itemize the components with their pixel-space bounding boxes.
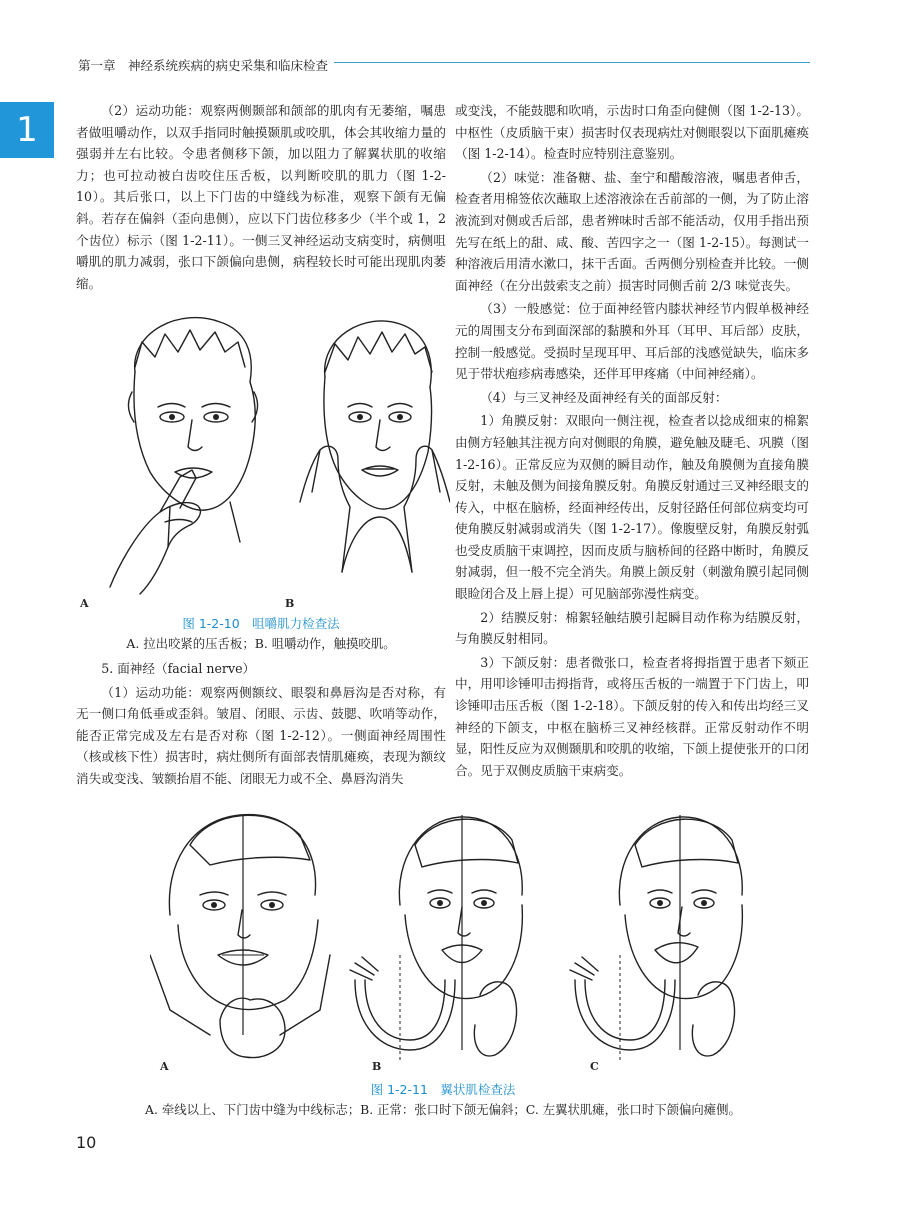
figure-1-2-10-caption: A. 拉出咬紧的压舌板；B. 咀嚼动作，触摸咬肌。: [126, 636, 396, 651]
figure-1-2-10-title: 图 1-2-10 咀嚼肌力检查法: [182, 616, 340, 631]
paragraph: 或变浅，不能鼓腮和吹哨，示齿时口角歪向健侧（图 1-2-13）。中枢性（皮质脑干束）损害时仅表现病灶对侧眼裂以下面肌瘫痪（图 1-2-14）。检查时应特别注意鉴别。: [455, 103, 809, 162]
paragraph: 3）下颌反射：患者微张口，检查者将拇指置于患者下颏正中，用叩诊锤叩击拇指背，或将压舌板的一端置于下门齿上，叩诊锤叩击压舌板（图 1-2-18）。下颌反射的传入和传出均经三叉神经的下颌支，中枢在脑桥三叉神经核群。正常反射动作不明显，阳性反应为双侧颞肌和咬肌的收缩，下颌上提使张开的口闭合。见于双侧皮质脑干束病变。: [455, 654, 809, 778]
panel-b-drawing: [350, 815, 522, 1060]
paragraph: （4）与三叉神经及面神经有关的面部反射：: [480, 389, 728, 405]
figure-label-a: A: [160, 1060, 169, 1073]
figure-1-2-11: [150, 805, 790, 1075]
paragraph: 2）结膜反射：棉絮轻触结膜引起瞬目动作称为结膜反射，与角膜反射相同。: [455, 609, 809, 647]
paragraph: （2）运动功能：观察两侧颞部和颌部的肌肉有无萎缩，嘱患者做咀嚼动作，以双手指同时触摸颞肌或咬肌，体会其收缩力量的强弱并左右比较。令患者侧移下颌，加以阻力了解翼状肌的收缩力；也可拉动被白齿咬住压舌板，以判断咬肌的肌力（图 1-2-10）。其后张口，以上下门齿的中缝线为标准，观察下颌有无偏斜。若存在偏斜（歪向患侧），应以下门齿位移多少（半个或 1，2 个齿位）标示（图 1-2-11）。一侧三叉神经运动支病变时，病侧咀嚼肌的肌力减弱，张口下颌偏向患侧，病程较长时可能出现肌肉萎缩。: [76, 103, 446, 291]
left-column-top: [76, 100, 446, 296]
figure-label-a: A: [80, 597, 89, 610]
left-column-bottom: [76, 658, 446, 792]
figure-label-c: C: [590, 1060, 599, 1073]
paragraph: （2）味觉：准备糖、盐、奎宁和醋酸溶液，嘱患者伸舌，检查者用棉签依次蘸取上述溶液涂在舌前部的一侧，为了防止溶液流到对侧或舌后部，患者辨味时舌部不能活动，仅用手指出预先写在纸上的甜、咸、酸、苦四字之一（图 1-2-15）。每测试一种溶液后用清水漱口，抹干舌面。舌两侧分别检查并比较。一侧面神经（在分出鼓索支之前）损害时同侧舌前 2/3 味觉丧失。: [455, 169, 809, 293]
right-column: [455, 100, 809, 783]
face-b-drawing: [300, 321, 450, 572]
panel-c-drawing: [570, 815, 742, 1060]
figure-label-b: B: [285, 597, 295, 610]
header-rule: [334, 62, 810, 63]
figure-1-2-11-caption: A. 牵线以上、下门齿中缝为中线标志；B. 正常：张口时下颌无偏斜；C. 左翼状肌瘫，张口时下颌偏向瘫侧。: [145, 1102, 741, 1117]
figure-1-2-10: [80, 312, 450, 612]
face-a-drawing: [110, 318, 258, 594]
panel-a-drawing: [150, 815, 330, 1058]
figure-1-2-11-title: 图 1-2-11 翼状肌检查法: [370, 1082, 516, 1097]
paragraph: （1）运动功能：观察两侧额纹、眼裂和鼻唇沟是否对称，有无一侧口角低垂或歪斜。皱眉、闭眼、示齿、鼓腮、吹哨等动作，能否正常完成及左右是否对称（图 1-2-12）。一侧面神经周围性（核或核下性）损害时，病灶侧所有面部表情肌瘫痪，表现为额纹消失或变浅、皱额抬眉不能、闭眼无力或不全、鼻唇沟消失: [76, 684, 446, 786]
figure-1-2-10-illustration: [80, 312, 450, 612]
chapter-header: 第一章 神经系统疾病的病史采集和临床检查: [78, 58, 329, 73]
figure-1-2-11-illustration: [150, 805, 790, 1075]
chapter-tab: 1: [0, 102, 54, 158]
section-heading: 5. 面神经（facial nerve）: [101, 661, 256, 676]
figure-label-b: B: [372, 1060, 382, 1073]
paragraph: （3）一般感觉：位于面神经管内膝状神经节内假单极神经元的周围支分布到面深部的黏膜和外耳（耳甲、耳后部）皮肤，控制一般感觉。受损时呈现耳甲、耳后部的浅感觉缺失，临床多见于带状疱疹病毒感染，还伴耳甲疼痛（中间神经痛）。: [455, 301, 809, 382]
page-number: 10: [76, 1133, 97, 1152]
paragraph: 1）角膜反射：双眼向一侧注视，检查者以捻成细束的棉絮由侧方轻触其注视方向对侧眼的角膜，避免触及睫毛、巩膜（图 1-2-16）。正常反应为双侧的瞬目动作，触及角膜侧为直接角膜反射，未触及侧为间接角膜反射。角膜反射通过三叉神经眼支的传入，中枢在脑桥，经面神经传出，反射径路任何部位病变均可使角膜反射减弱或消失（图 1-2-17）。像腹壁反射，角膜反射弧也受皮质脑干束调控，因而皮质与脑桥间的径路中断时，角膜反射减弱，但一般不完全消失。角膜上颌反射（刺激角膜引起同侧眼睑闭合及上唇上提）可见脑部弥漫性病变。: [455, 413, 809, 602]
